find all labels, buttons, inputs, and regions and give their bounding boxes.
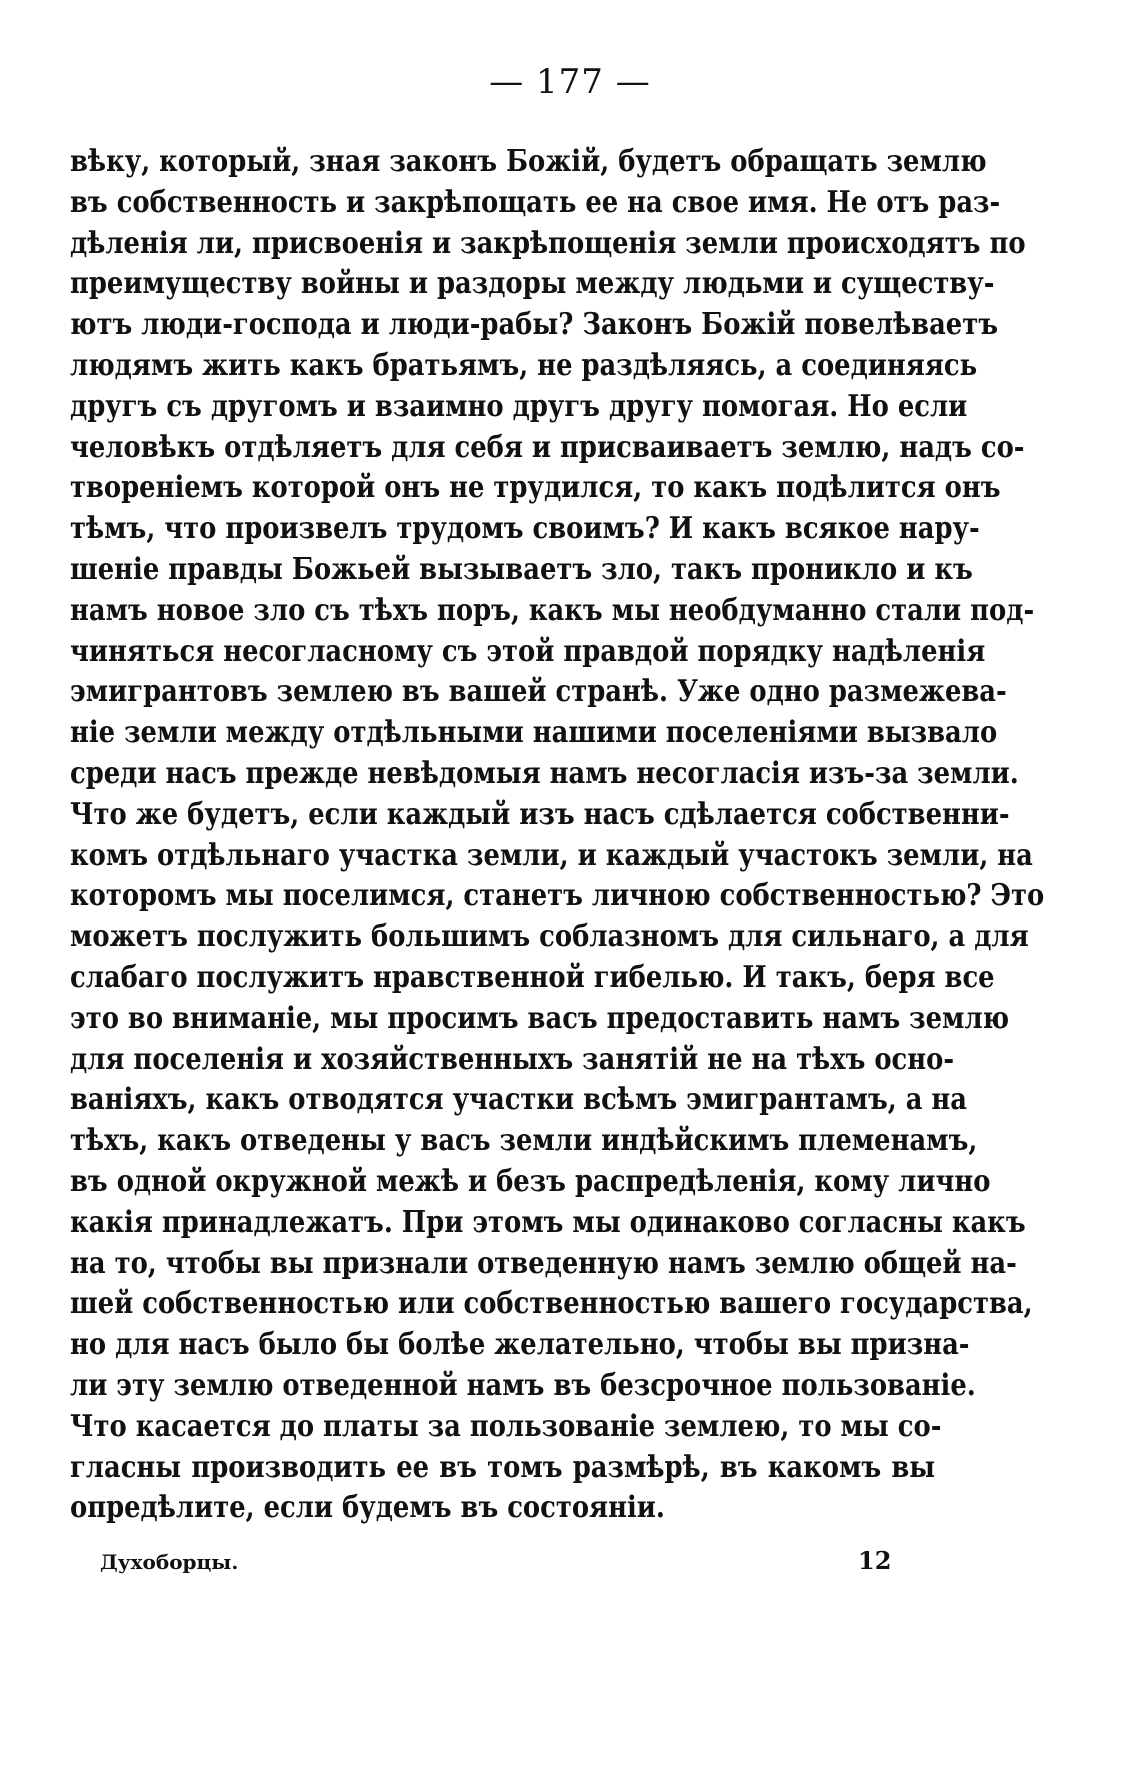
text-line: тѣхъ, какъ отведены у васъ земли индѣйскимъ племенамъ, bbox=[70, 1123, 978, 1159]
sheet-number: 12 bbox=[858, 1546, 892, 1575]
text-line: тѣмъ, что произвелъ трудомъ своимъ? И какъ всякое нару- bbox=[70, 511, 980, 547]
text-line: эмигрантовъ землею въ вашей странѣ. Уже одно размежева- bbox=[70, 674, 1007, 710]
text-line: ли эту землю отведенной намъ въ безсрочное пользованіе. bbox=[70, 1367, 976, 1403]
text-line: какія принадлежатъ. При этомъ мы одинаково согласны какъ bbox=[70, 1204, 1026, 1240]
text-line: Что касается до платы за пользованіе землею, то мы со- bbox=[70, 1408, 942, 1444]
page-number-header: — 177 — bbox=[489, 62, 651, 102]
text-line: шей собственностью или собственностью вашего государства, bbox=[70, 1286, 1033, 1322]
text-line: можетъ послужить большимъ соблазномъ для сильнаго, а для bbox=[70, 919, 1029, 955]
text-line: на то, чтобы вы признали отведенную намъ землю общей на- bbox=[70, 1245, 1017, 1281]
text-line: ютъ люди-господа и люди-рабы? Законъ Божій повелѣваетъ bbox=[70, 307, 998, 343]
text-line: другъ съ другомъ и взаимно другъ другу помогая. Но если bbox=[70, 388, 968, 424]
text-line: комъ отдѣльнаго участка земли, и каждый участокъ земли, на bbox=[70, 837, 1033, 873]
text-line: твореніемъ которой онъ не трудился, то какъ подѣлится онъ bbox=[70, 470, 1001, 506]
text-line: среди насъ прежде невѣдомыя намъ несогласія изъ-за земли. bbox=[70, 755, 1019, 791]
text-line: ніе земли между отдѣльными нашими поселеніями вызвало bbox=[70, 715, 998, 751]
text-line: человѣкъ отдѣляетъ для себя и присваиваетъ землю, надъ со- bbox=[70, 429, 1025, 465]
body-text bbox=[70, 142, 1045, 1529]
text-line: намъ новое зло съ тѣхъ поръ, какъ мы необдуманно стали под- bbox=[70, 592, 1035, 628]
text-line: опредѣлите, если будемъ въ состояніи. bbox=[70, 1490, 665, 1526]
text-line: преимуществу войны и раздоры между людьми и существу- bbox=[70, 266, 995, 302]
text-line: которомъ мы поселимся, станетъ личною собственностью? Это bbox=[70, 878, 1045, 914]
text-line: дѣленія ли, присвоенія и закрѣпощенія земли происходятъ по bbox=[70, 225, 1026, 261]
signature-mark: Духоборцы. bbox=[100, 1550, 239, 1574]
text-line: но для насъ было бы болѣе желательно, чтобы вы призна- bbox=[70, 1327, 970, 1363]
text-line: въ собственность и закрѣпощать ее на свое имя. Не отъ раз- bbox=[70, 184, 1001, 220]
text-line: это во вниманіе, мы просимъ васъ предоставить намъ землю bbox=[70, 1000, 1010, 1036]
text-line: чиняться несогласному съ этой правдой порядку надѣленія bbox=[70, 633, 986, 669]
text-line: Что же будетъ, если каждый изъ насъ сдѣлается собственни- bbox=[70, 796, 1010, 832]
text-line: ваніяхъ, какъ отводятся участки всѣмъ эмигрантамъ, а на bbox=[70, 1082, 968, 1118]
text-line: въ одной окружной межѣ и безъ распредѣленія, кому лично bbox=[70, 1163, 991, 1199]
text-line: для поселенія и хозяйственныхъ занятій не на тѣхъ осно- bbox=[70, 1041, 955, 1077]
text-line: вѣку, который, зная законъ Божій, будетъ обращать землю bbox=[70, 144, 987, 179]
text-line: слабаго послужитъ нравственной гибелью. И такъ, беря все bbox=[70, 959, 995, 995]
text-line: гласны производить ее въ томъ размѣрѣ, въ какомъ вы bbox=[70, 1449, 936, 1485]
text-line: шеніе правды Божьей вызываетъ зло, такъ проникло и къ bbox=[70, 551, 973, 587]
text-line: людямъ жить какъ братьямъ, не раздѣляясь, а соединяясь bbox=[70, 347, 978, 383]
